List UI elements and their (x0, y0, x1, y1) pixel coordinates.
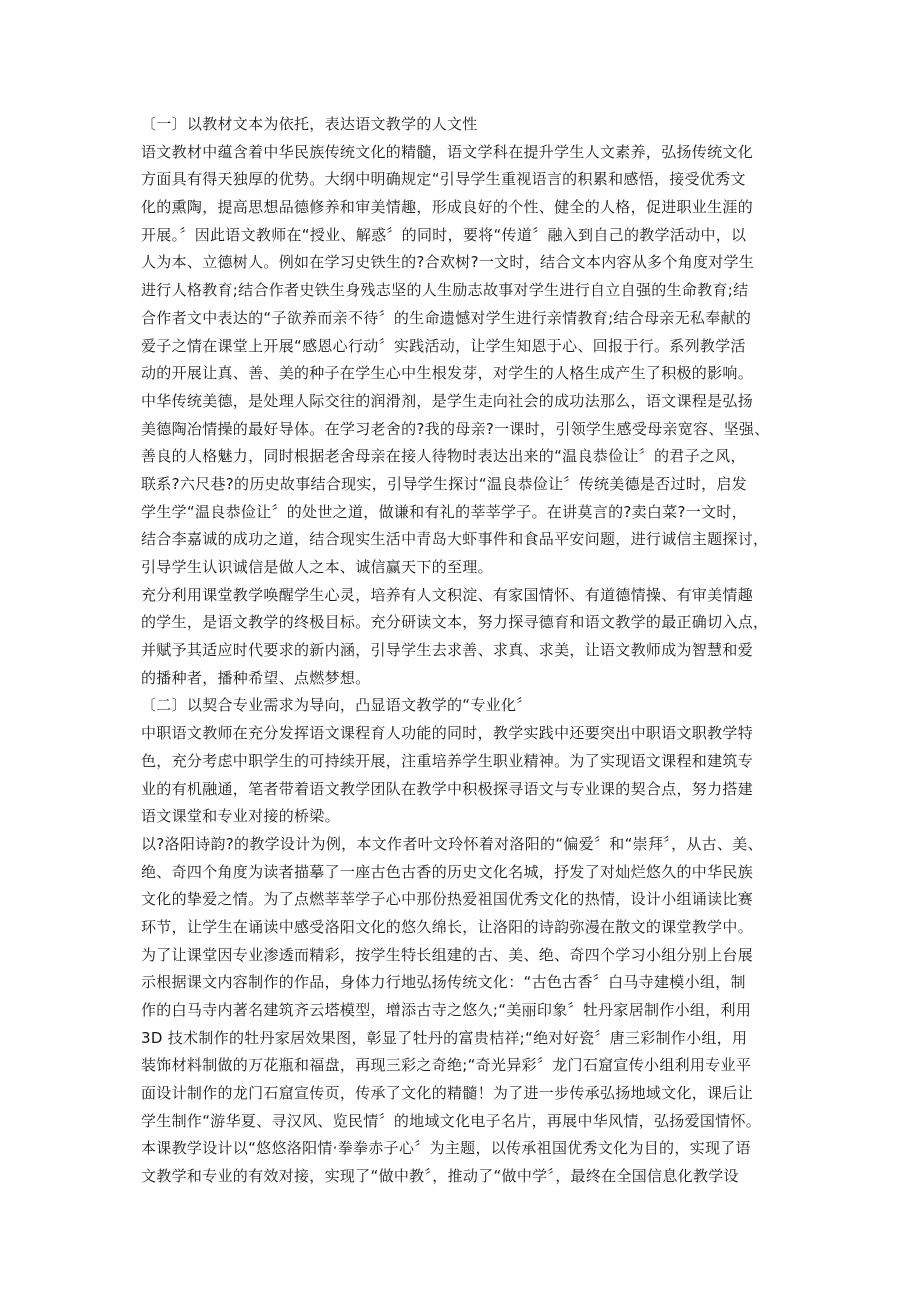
paragraph-line: 并赋予其适应时代要求的新内涵，引导学生去求善、求真、求美，让语文教师成为智慧和爱 (141, 641, 754, 660)
document-body (141, 111, 791, 1191)
paragraph-line: 业的有机融通，笔者带着语文教学团队在教学中积极探寻语文与专业课的契合点，努力搭建 (141, 779, 754, 798)
paragraph-line: 引导学生认识诚信是做人之本、诚信赢天下的至理。 (141, 558, 493, 576)
paragraph-line: 作的白马寺内著名建筑齐云塔模型，增添古寺之悠久;“美丽印象〞牡丹家居制作小组，利用 (141, 1001, 752, 1019)
paragraph-line: 美德陶冶情操的最好导体。在学习老舍的?我的母亲?一课时，引领学生感受母亲宽容、坚强、 (141, 419, 770, 438)
paragraph-line: 联系?六尺巷?的历史故事结合现实，引导学生探讨“温良恭俭让〞传统美德是否过时，启发 (141, 474, 747, 493)
paragraph-line: 3D 技术制作的牡丹家居效果图，彰显了牡丹的富贵桔祥;“绝对好瓷〞唐三彩制作小组，用 (141, 1028, 748, 1047)
paragraph-line: 色，充分考虑中职学生的可持续开展，注重培养学生职业精神。为了实现语文课程和建筑专 (141, 751, 754, 770)
paragraph-line: 语文教材中蕴含着中华民族传统文化的精髓，语文学科在提升学生人文素养，弘扬传统文化 (141, 142, 754, 161)
paragraph-line: 的学生，是语文教学的终极目标。充分研读文本，努力探寻德育和语文教学的最正确切入点， (141, 613, 769, 632)
paragraph-line: 中职语文教师在充分发挥语文课程育人功能的同时，教学实践中还要突出中职语文职教学特 (141, 724, 754, 743)
paragraph-line: 善良的人格魅力，同时根据老舍母亲在接人待物时表达出来的“温良恭俭让〞的君子之风， (141, 447, 746, 466)
paragraph-line: 动的开展让真、善、美的种子在学生心中生根发芽，对学生的人格生成产生了积极的影响。 (141, 364, 754, 383)
paragraph-line: 合作者文中表达的“子欲养而亲不待〞的生命遗憾对学生进行亲情教育;结合母亲无私奉献的 (141, 308, 752, 327)
paragraph-line: 方面具有得天独厚的优势。大纲中明确规定“引导学生重视语言的积累和感悟，接受优秀文 (141, 170, 746, 189)
paragraph-line: 学生学“温良恭俭让〞的处世之道，做谦和有礼的莘莘学子。在讲莫言的?卖白菜?一文时， (141, 502, 747, 521)
paragraph-line: 化的熏陶，提高思想品德修养和审美情趣，形成良好的个性、健全的人格，促进职业生涯的 (141, 198, 754, 217)
paragraph-line: 文教学和专业的有效对接，实现了“做中教〞，推动了“做中学〞，最终在全国信息化教学设 (141, 1167, 739, 1186)
paragraph-line: 学生制作“游华夏、寻汉风、览民情〞的地域文化电子名片，再展中华风情，弘扬爱国情怀。 (141, 1111, 762, 1130)
paragraph-line: 装饰材料制做的万花瓶和福盘，再现三彩之奇绝;“奇光异彩〞龙门石窟宣传小组利用专业平 (141, 1056, 752, 1075)
paragraph-line: 结合李嘉诚的成功之道，结合现实生活中青岛大虾事件和食品平安问题，进行诚信主题探讨， (141, 530, 769, 549)
paragraph-line: 文化的挚爱之情。为了点燃莘莘学子心中那份热爱祖国优秀文化的热情，设计小组诵读比赛 (141, 890, 754, 909)
paragraph-line: 中华传统美德，是处理人际交往的润滑剂，是学生走向社会的成功法那么，语文课程是弘扬 (141, 391, 754, 410)
paragraph-line: 的播种者，播种希望、点燃梦想。 (141, 668, 371, 687)
paragraph-line: 语文课堂和专业对接的桥梁。 (141, 807, 340, 826)
paragraph-line: 爱子之情在课堂上开展“感恩心行动〞实践活动，让学生知恩于心、回报于行。系列教学活 (141, 336, 746, 355)
paragraph-line: 环节，让学生在诵读中感受洛阳文化的悠久绵长，让洛阳的诗韵弥漫在散文的课堂教学中。 (141, 917, 754, 936)
paragraph-line: 以?洛阳诗韵?的教学设计为例，本文作者叶文玲怀着对洛阳的“偏爱〞和“崇拜〞，从古、美、 (141, 834, 763, 853)
paragraph-line: 开展。〞因此语文教师在“授业、解惑〞的同时，要将“传道〞融入到自己的教学活动中，以 (141, 225, 747, 244)
paragraph-line: 绝、奇四个角度为读者描摹了一座古色古香的历史文化名城，抒发了对灿烂悠久的中华民族 (141, 862, 754, 881)
paragraph-line: 为了让课堂因专业渗透而精彩，按学生特长组建的古、美、绝、奇四个学习小组分别上台展 (141, 945, 754, 964)
section-heading-1: 〔一〕以教材文本为依托，表达语文教学的人文性 (141, 115, 478, 133)
paragraph-line: 充分利用课堂教学唤醒学生心灵，培养有人文积淀、有家国情怀、有道德情操、有审美情趣 (141, 585, 754, 604)
paragraph-line: 本课教学设计以“悠悠洛阳情·拳拳赤子心〞为主题，以传承祖国优秀文化为目的，实现了语 (141, 1139, 751, 1158)
paragraph-line: 进行人格教育;结合作者史铁生身残志坚的人生励志故事对学生进行自立自强的生命教育;结 (141, 281, 749, 300)
paragraph-line: 示根据课文内容制作的作品，身体力行地弘扬传统文化：“古色古香〞白马寺建模小组，制 (141, 973, 746, 992)
paragraph-line: 人为本、立德树人。例如在学习史铁生的?合欢树?一文时，结合文本内容从多个角度对学生 (141, 253, 755, 272)
section-heading-2: 〔二〕以契合专业需求为导向，凸显语文教学的“专业化〞 (141, 696, 532, 715)
paragraph-line: 面设计制作的龙门石窟宣传页，传承了文化的精髓！为了进一步传承弘扬地域文化，课后让 (141, 1084, 754, 1103)
